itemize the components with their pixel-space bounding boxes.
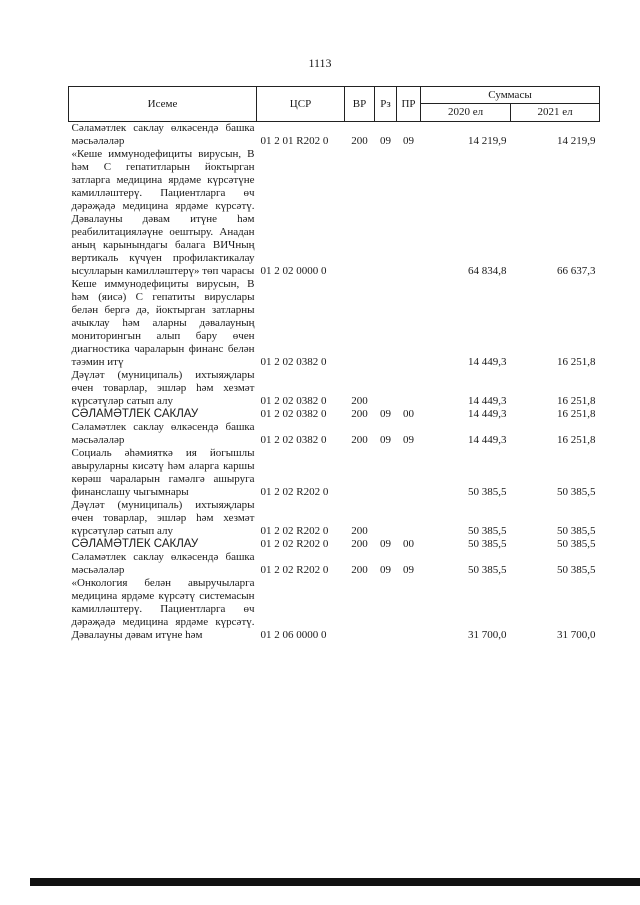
row-sum-2020: 14 449,3 <box>468 434 507 446</box>
row-pr: 09 <box>403 564 414 576</box>
row-sum-2020: 14 449,3 <box>468 408 507 420</box>
row-sum-2020: 31 700,0 <box>468 629 507 641</box>
header-csr: ЦСР <box>257 87 345 122</box>
row-csr: 01 2 01 R202 0 <box>260 135 329 147</box>
table-row <box>69 421 600 447</box>
row-name: «Кеше иммунодефициты вирусын, B һәм C гепатитларын йоктырган затларга медицина ярдәме күрсәтүне камилләштерү. Пациентларга өч дәрәҗәдә медицина ярдәме күрсәтү. Дәвалауны дәвам итүне һәм реабилитацияләүне оештыру. Анадан аның карынындагы балага ВИЧның вертикаль күчүен профилактикалау ысулларын камилләштерү» төп чарасы <box>71 148 255 277</box>
row-csr: 01 2 06 0000 0 <box>260 629 327 641</box>
row-sum-2020: 14 449,3 <box>468 395 507 407</box>
row-sum-2020: 50 385,5 <box>468 538 507 550</box>
row-sum-2021: 50 385,5 <box>557 486 596 498</box>
row-name: Дәүләт (муниципаль) ихтыяҗлары өчен товарлар, эшләр һәм хезмәт күрсәтүләр сатып алу <box>71 369 255 407</box>
row-csr: 01 2 02 R202 0 <box>260 538 329 550</box>
table-row <box>69 122 600 149</box>
row-sum-2021: 50 385,5 <box>557 538 596 550</box>
row-name: СӘЛАМӘТЛЕК САКЛАУ <box>71 408 199 420</box>
row-pr: 00 <box>403 408 414 420</box>
row-rz <box>375 369 397 408</box>
row-pr <box>397 577 421 642</box>
header-pr: ПР <box>397 87 421 122</box>
row-sum-2021: 31 700,0 <box>557 629 596 641</box>
table-header <box>69 87 600 122</box>
row-vr: 200 <box>351 525 368 537</box>
row-pr: 09 <box>403 434 414 446</box>
row-rz <box>375 447 397 499</box>
row-name: Дәүләт (муниципаль) ихтыяҗлары өчен товарлар, эшләр һәм хезмәт күрсәтүләр сатып алу <box>71 499 255 537</box>
row-sum-2020: 50 385,5 <box>468 525 507 537</box>
row-sum-2021: 16 251,8 <box>557 434 596 446</box>
row-pr <box>397 447 421 499</box>
row-name: «Онкология белән авыручыларга медицина ярдәме күрсәтү системасын камилләштерү. Пациентларга өч дәрәҗәдә медицина ярдәме күрсәтү. Дәвалауны дәвам итүне һәм <box>71 577 255 641</box>
table-row <box>69 278 600 369</box>
table-row <box>69 369 600 408</box>
row-vr <box>345 278 375 369</box>
row-vr: 200 <box>351 434 368 446</box>
row-rz: 09 <box>380 408 391 420</box>
row-vr <box>345 577 375 642</box>
row-sum-2020: 64 834,8 <box>468 265 507 277</box>
row-csr: 01 2 02 0000 0 <box>260 265 327 277</box>
header-vr: ВР <box>345 87 375 122</box>
row-sum-2020: 50 385,5 <box>468 564 507 576</box>
table-row <box>69 447 600 499</box>
row-sum-2020: 14 449,3 <box>468 356 507 368</box>
row-pr <box>397 499 421 538</box>
row-csr: 01 2 02 0382 0 <box>260 408 327 420</box>
header-year-2020: 2020 ел <box>421 104 511 122</box>
row-rz <box>375 499 397 538</box>
row-sum-2020: 14 219,9 <box>468 135 507 147</box>
row-csr: 01 2 02 R202 0 <box>260 564 329 576</box>
row-name: Кеше иммунодефициты вирусын, B һәм (яисә) C гепатиты вируслары белән бергә дә, йоктырган затларны ачыклау һәм аларны дәвалауның мониторингын алып бару өчен диагностика чараларын финанс белән тәэмин итү <box>71 278 255 368</box>
row-sum-2021: 50 385,5 <box>557 525 596 537</box>
row-pr <box>397 369 421 408</box>
table-row <box>69 538 600 551</box>
row-sum-2021: 16 251,8 <box>557 408 596 420</box>
row-csr: 01 2 02 R202 0 <box>260 525 329 537</box>
row-sum-2020: 50 385,5 <box>468 486 507 498</box>
table-row <box>69 551 600 577</box>
row-sum-2021: 16 251,8 <box>557 356 596 368</box>
row-vr <box>345 447 375 499</box>
page-number: 1113 <box>308 56 332 70</box>
budget-table <box>68 86 600 642</box>
scan-edge-bar <box>30 878 640 886</box>
table-row <box>69 577 600 642</box>
table-body <box>69 122 600 643</box>
row-name: СӘЛАМӘТЛЕК САКЛАУ <box>71 538 199 550</box>
row-vr <box>345 148 375 278</box>
row-rz <box>375 577 397 642</box>
row-pr <box>397 278 421 369</box>
row-rz: 09 <box>380 564 391 576</box>
row-pr: 00 <box>403 538 414 550</box>
row-rz: 09 <box>380 434 391 446</box>
table-row <box>69 408 600 421</box>
row-name: Сәламәтлек саклау өлкәсендә башка мәсьәләләр <box>71 421 255 446</box>
row-rz <box>375 148 397 278</box>
header-name: Исеме <box>69 87 257 122</box>
row-sum-2021: 50 385,5 <box>557 564 596 576</box>
row-sum-2021: 14 219,9 <box>557 135 596 147</box>
header-year-2021: 2021 ел <box>511 104 600 122</box>
row-vr: 200 <box>351 135 368 147</box>
row-vr: 200 <box>351 395 368 407</box>
row-csr: 01 2 02 0382 0 <box>260 434 327 446</box>
header-sums: Суммасы <box>421 87 600 104</box>
table-row <box>69 499 600 538</box>
row-sum-2021: 16 251,8 <box>557 395 596 407</box>
row-rz: 09 <box>380 135 391 147</box>
row-sum-2021: 66 637,3 <box>557 265 596 277</box>
row-name: Сәламәтлек саклау өлкәсендә башка мәсьәләләр <box>71 551 255 576</box>
table-row <box>69 148 600 278</box>
row-pr <box>397 148 421 278</box>
header-rz: Рз <box>375 87 397 122</box>
row-csr: 01 2 02 0382 0 <box>260 356 327 368</box>
row-vr: 200 <box>351 564 368 576</box>
row-csr: 01 2 02 0382 0 <box>260 395 327 407</box>
row-name: Сәламәтлек саклау өлкәсендә башка мәсьәләләр <box>71 122 255 147</box>
row-pr: 09 <box>403 135 414 147</box>
row-name: Социаль әһәмияткә ия йогышлы авыруларны кисәтү һәм аларга каршы көрәш чараларын гамәлгә ашыруга финанслашу чыгымнары <box>71 447 255 498</box>
row-vr: 200 <box>351 408 368 420</box>
row-vr: 200 <box>351 538 368 550</box>
row-rz <box>375 278 397 369</box>
row-rz: 09 <box>380 538 391 550</box>
row-csr: 01 2 02 R202 0 <box>260 486 329 498</box>
